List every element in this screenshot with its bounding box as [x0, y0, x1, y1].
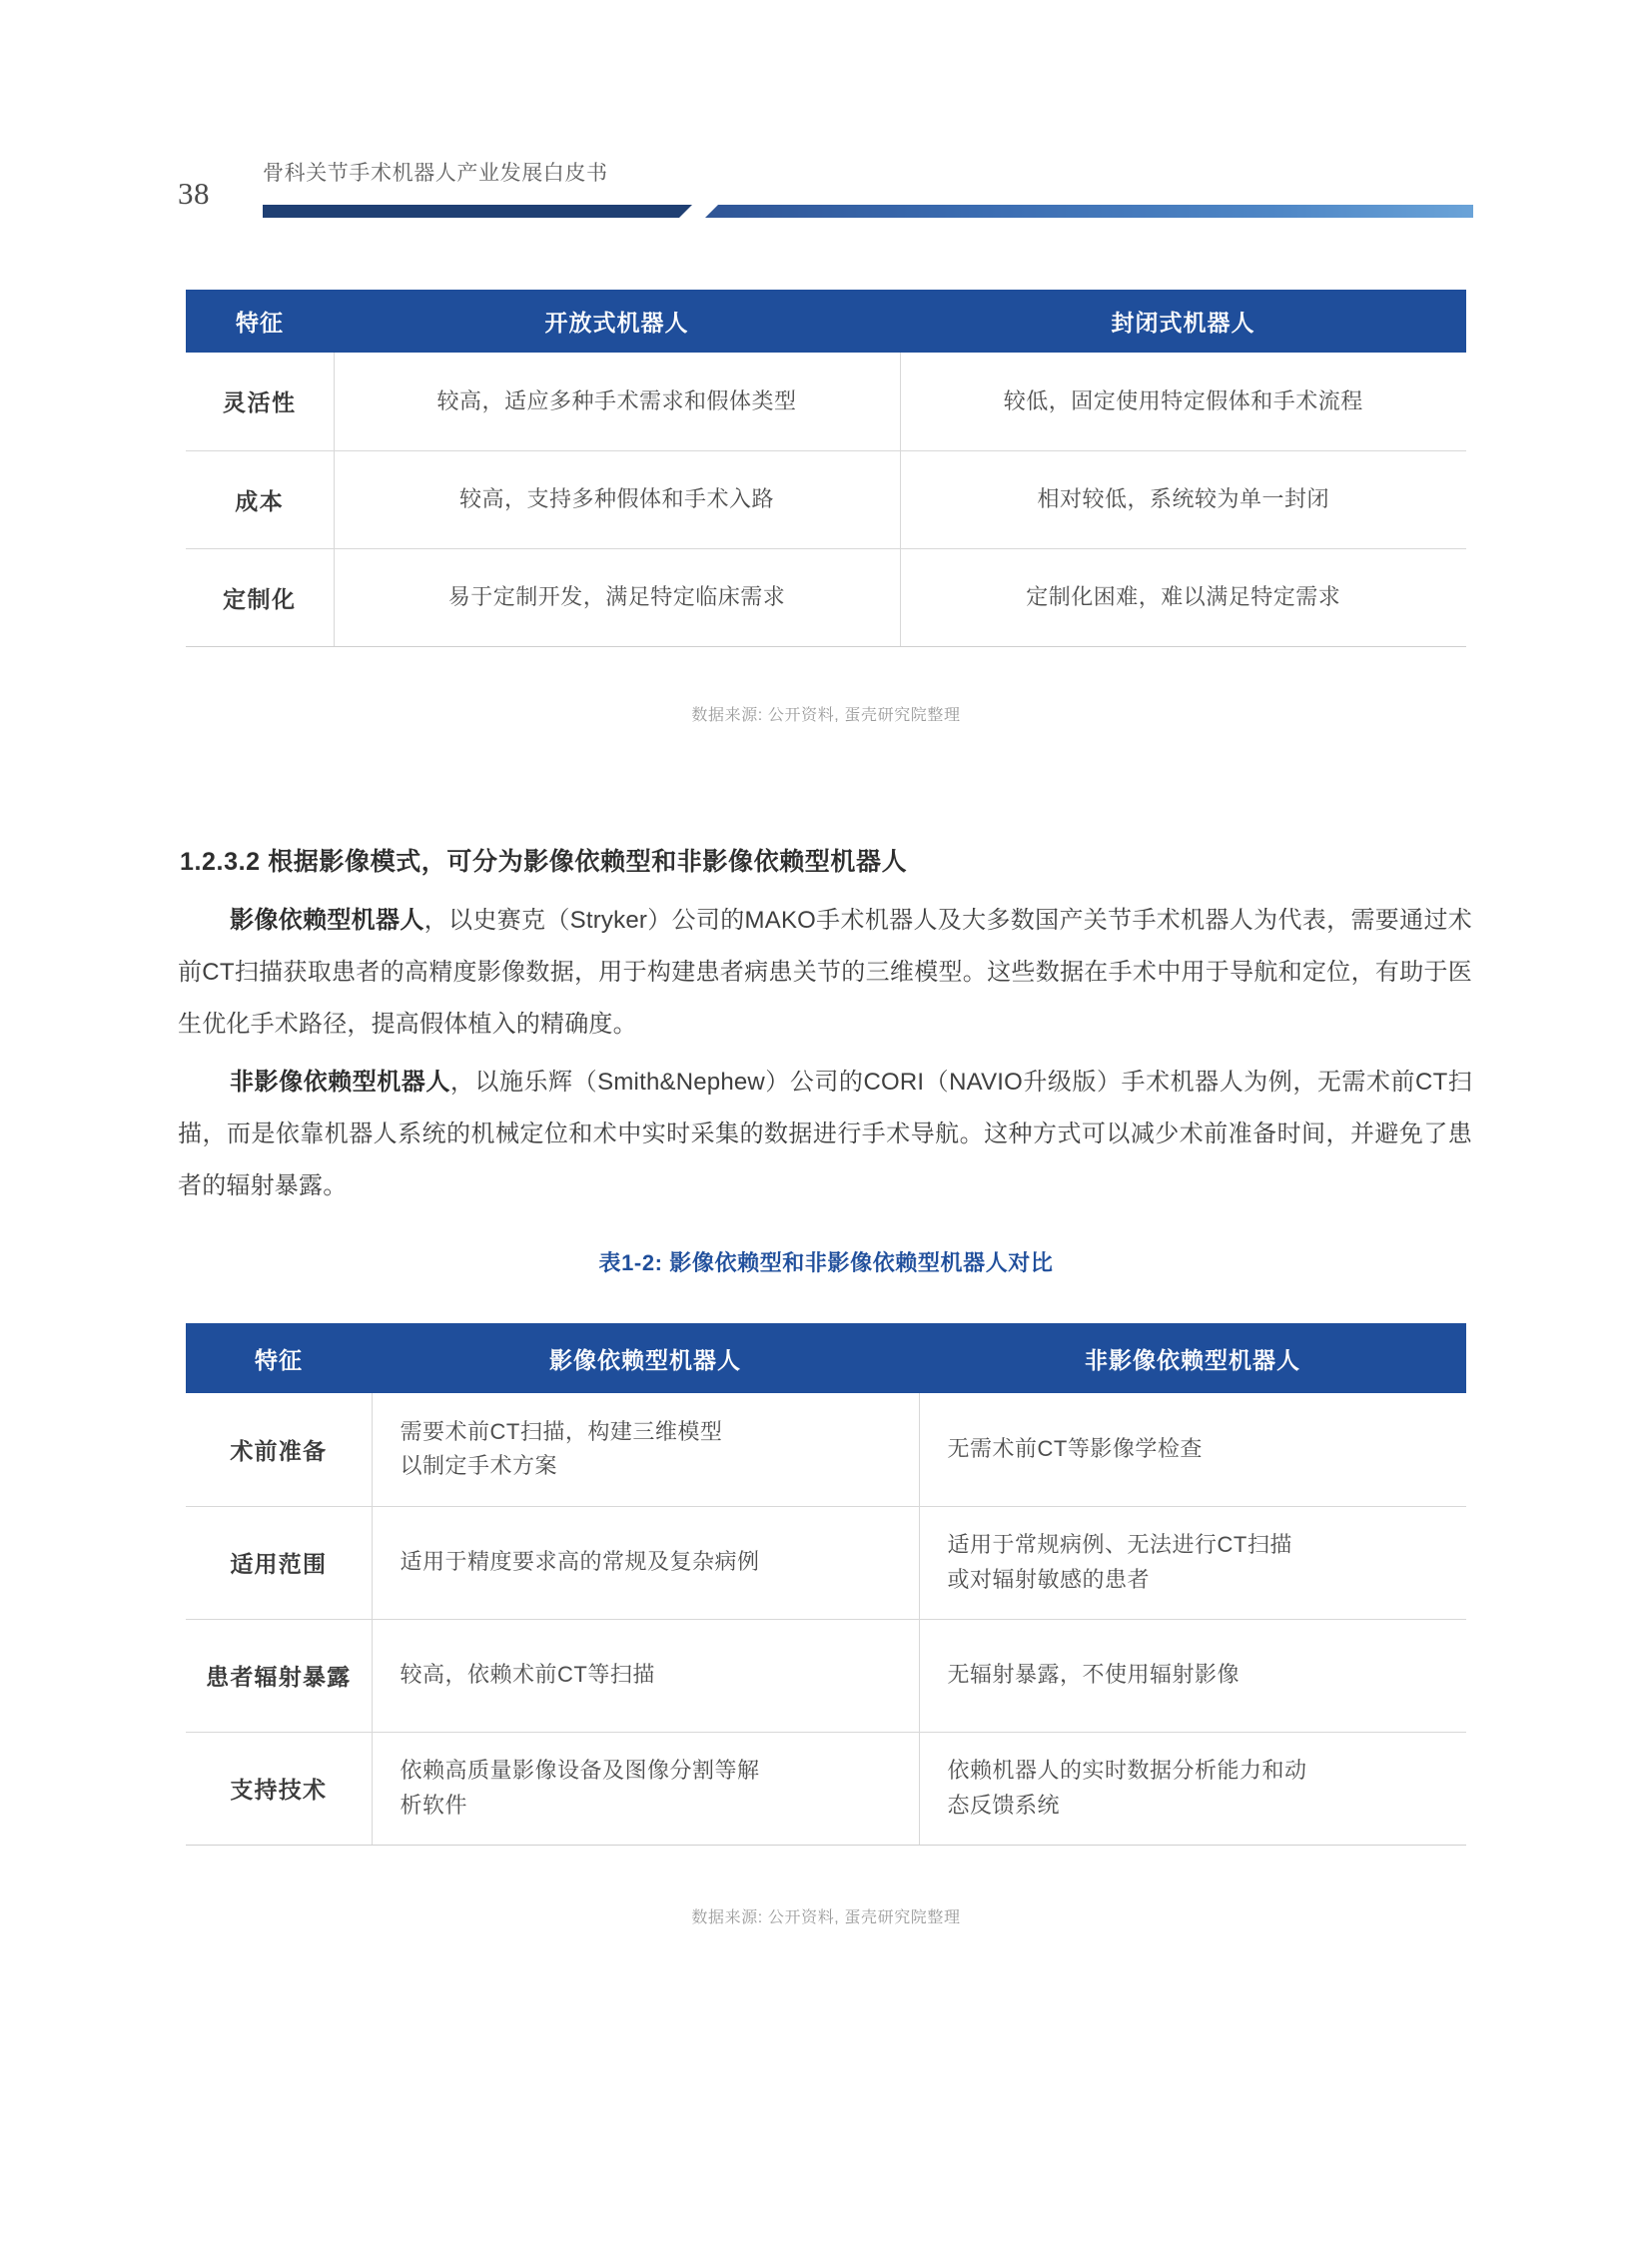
document-title: 骨科关节手术机器人产业发展白皮书 — [263, 162, 608, 185]
cell-feature: 适用范围 — [186, 1506, 372, 1619]
cell-imaging-dependent: 依赖高质量影像设备及图像分割等解 析软件 — [372, 1732, 919, 1845]
cell-feature: 术前准备 — [186, 1393, 372, 1506]
table-open-vs-closed-robots — [186, 290, 1466, 647]
table-row — [186, 353, 1466, 450]
cell-open-robot: 较高，适应多种手术需求和假体类型 — [334, 353, 900, 450]
table-header-row — [186, 290, 1466, 353]
table-imaging-dependent-vs-independent — [186, 1323, 1466, 1846]
paragraph-lead-term: 影像依赖型机器人 — [230, 907, 424, 934]
table-row — [186, 1619, 1466, 1732]
cell-imaging-independent: 无需术前CT等影像学检查 — [919, 1393, 1466, 1506]
paragraph-imaging-independent — [178, 1057, 1472, 1212]
header-decorative-rule — [263, 205, 1473, 218]
cell-feature: 定制化 — [186, 548, 334, 646]
table-row — [186, 1732, 1466, 1845]
cell-imaging-dependent: 适用于精度要求高的常规及复杂病例 — [372, 1506, 919, 1619]
page-number: 38 — [178, 176, 210, 211]
paragraph-imaging-dependent — [178, 895, 1472, 1051]
paragraph-body: ，以施乐辉（Smith&Nephew）公司的CORI（NAVIO升级版）手术机器人为例，无需术前CT扫描，而是依靠机器人系统的机械定位和术中实时采集的数据进行手术导航。这种方式可以减少术前准备时间，并避免了患者的辐射暴露。 — [178, 1069, 1472, 1199]
column-header-open-robot: 开放式机器人 — [334, 290, 900, 353]
table-row — [186, 450, 1466, 548]
cell-feature: 患者辐射暴露 — [186, 1619, 372, 1732]
cell-imaging-independent: 依赖机器人的实时数据分析能力和动 态反馈系统 — [919, 1732, 1466, 1845]
cell-imaging-dependent: 需要术前CT扫描，构建三维模型 以制定手术方案 — [372, 1393, 919, 1506]
cell-feature: 成本 — [186, 450, 334, 548]
table-row — [186, 548, 1466, 646]
section-heading: 1.2.3.2 根据影像模式，可分为影像依赖型和非影像依赖型机器人 — [180, 848, 908, 876]
column-header-feature: 特征 — [186, 1323, 372, 1393]
cell-imaging-dependent: 较高，依赖术前CT等扫描 — [372, 1619, 919, 1732]
column-header-imaging-dependent: 影像依赖型机器人 — [372, 1323, 919, 1393]
cell-open-robot: 较高，支持多种假体和手术入路 — [334, 450, 900, 548]
table-caption: 表1-2: 影像依赖型和非影像依赖型机器人对比 — [598, 1250, 1054, 1275]
paragraph-body: ，以史赛克（Stryker）公司的MAKO手术机器人及大多数国产关节手术机器人为代表，需要通过术前CT扫描获取患者的高精度影像数据，用于构建患者病患关节的三维模型。这些数据在手术中用于导航和定位，有助于医生优化手术路径，提高假体植入的精确度。 — [178, 907, 1472, 1038]
page-header — [0, 150, 1652, 230]
table-row — [186, 1506, 1466, 1619]
cell-closed-robot: 较低，固定使用特定假体和手术流程 — [900, 353, 1466, 450]
column-header-feature: 特征 — [186, 290, 334, 353]
table-source-note: 数据来源: 公开资料, 蛋壳研究院整理 — [691, 707, 961, 724]
rule-light-segment — [705, 205, 1473, 218]
cell-closed-robot: 相对较低，系统较为单一封闭 — [900, 450, 1466, 548]
column-header-imaging-independent: 非影像依赖型机器人 — [919, 1323, 1466, 1393]
cell-imaging-independent: 适用于常规病例、无法进行CT扫描 或对辐射敏感的患者 — [919, 1506, 1466, 1619]
table-row — [186, 1393, 1466, 1506]
cell-feature: 支持技术 — [186, 1732, 372, 1845]
cell-open-robot: 易于定制开发，满足特定临床需求 — [334, 548, 900, 646]
rule-dark-segment — [263, 205, 692, 218]
table-header-row — [186, 1323, 1466, 1393]
column-header-closed-robot: 封闭式机器人 — [900, 290, 1466, 353]
body-text-block — [178, 895, 1472, 1218]
cell-closed-robot: 定制化困难，难以满足特定需求 — [900, 548, 1466, 646]
table-source-note: 数据来源: 公开资料, 蛋壳研究院整理 — [691, 1909, 961, 1926]
cell-imaging-independent: 无辐射暴露，不使用辐射影像 — [919, 1619, 1466, 1732]
cell-feature: 灵活性 — [186, 353, 334, 450]
paragraph-lead-term: 非影像依赖型机器人 — [230, 1069, 450, 1096]
